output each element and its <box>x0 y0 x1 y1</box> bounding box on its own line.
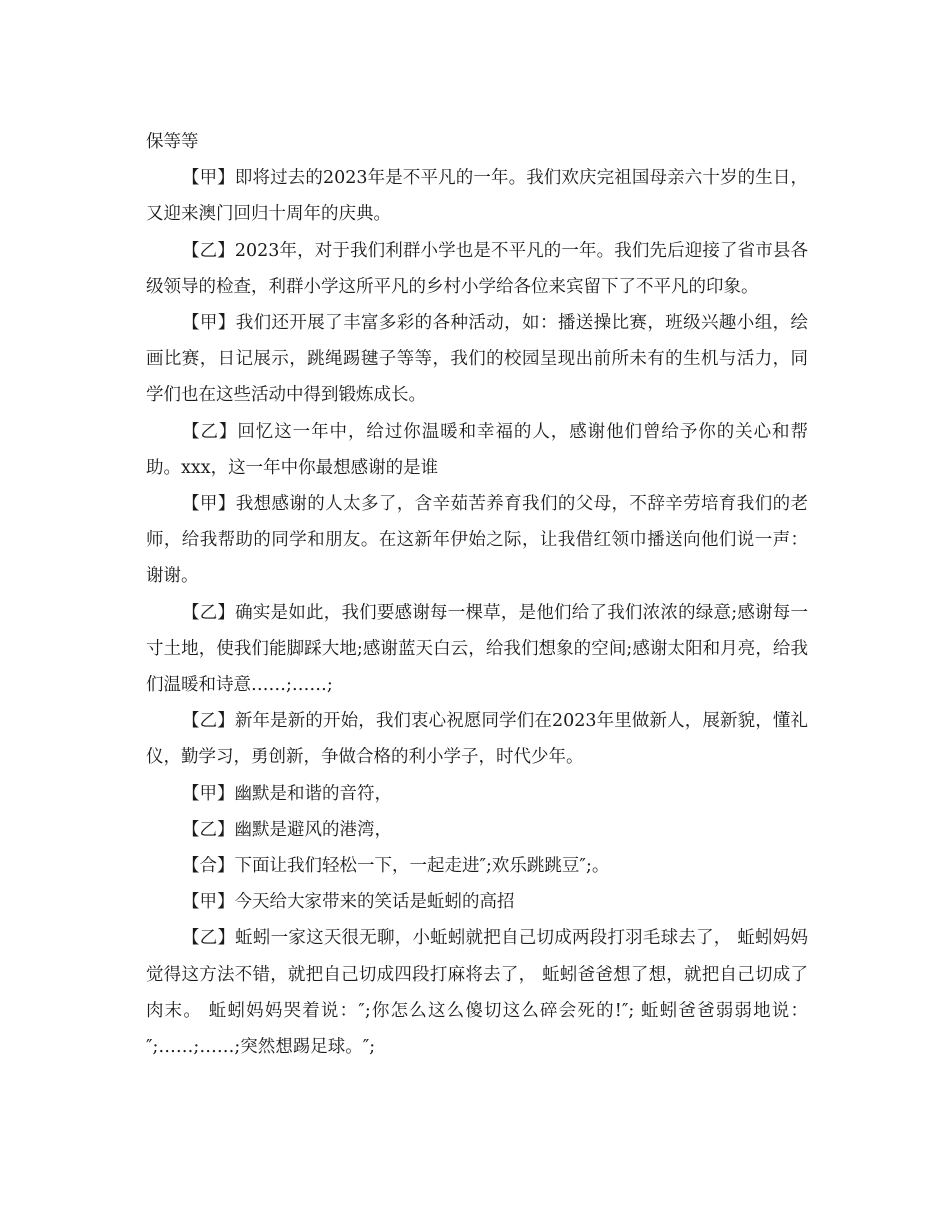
paragraph-6: 【甲】我想感谢的人太多了，含辛茹苦养育我们的父母，不辞辛劳培育我们的老师，给我帮助的同学和朋友。在这新年伊始之际，让我借红领巾播送向他们说一声：谢谢。 <box>146 494 808 587</box>
paragraph-5: 【乙】回忆这一年中，给过你温暖和幸福的人，感谢他们曾给予你的关心和帮助。xxx，这一年中你最想感谢的是谁 <box>146 421 808 478</box>
paragraph-2: 【甲】即将过去的2023年是不平凡的一年。我们欢庆完祖国母亲六十岁的生日，又迎来澳门回归十周年的庆典。 <box>146 168 808 225</box>
paragraph-13: 【乙】蚯蚓一家这天很无聊，小蚯蚓就把自己切成两段打羽毛球去了， 蚯蚓妈妈觉得这方法不错，就把自己切成四段打麻将去了， 蚯蚓爸爸想了想，就把自己切成了肉末。 蚯蚓妈妈哭着说：″;你怎么这么傻切这么碎会死的!″; 蚯蚓爸爸弱弱地说：″;……;……;突然想踢足球。″; <box>146 928 808 1058</box>
document-body <box>146 124 808 1065</box>
paragraph-3: 【乙】2023年，对于我们利群小学也是不平凡的一年。我们先后迎接了省市县各级领导的检查，利群小学这所平凡的乡村小学给各位来宾留下了不平凡的印象。 <box>146 240 808 297</box>
paragraph-11: 【合】下面让我们轻松一下，一起走进″;欢乐跳跳豆″;。 <box>182 856 610 877</box>
paragraph-1: 保等等 <box>146 132 199 152</box>
paragraph-4: 【甲】我们还开展了丰富多彩的各种活动，如：播送操比赛，班级兴趣小组，绘画比赛，日记展示，跳绳踢毽子等等，我们的校园呈现出前所未有的生机与活力，同学们也在这些活动中得到锻炼成长。 <box>146 313 808 406</box>
paragraph-10: 【乙】幽默是避风的港湾， <box>182 819 392 840</box>
paragraph-12: 【甲】今天给大家带来的笑话是蚯蚓的高招 <box>182 892 515 913</box>
paragraph-7: 【乙】确实是如此，我们要感谢每一棵草，是他们给了我们浓浓的绿意;感谢每一寸土地，使我们能脚踩大地;感谢蓝天白云，给我们想象的空间;感谢太阳和月亮，给我们温暖和诗意……;……; <box>146 602 808 696</box>
paragraph-9: 【甲】幽默是和谐的音符， <box>182 783 392 804</box>
paragraph-8: 【乙】新年是新的开始，我们衷心祝愿同学们在2023年里做新人，展新貌，懂礼仪，勤学习，勇创新，争做合格的利小学子，时代少年。 <box>146 711 808 768</box>
